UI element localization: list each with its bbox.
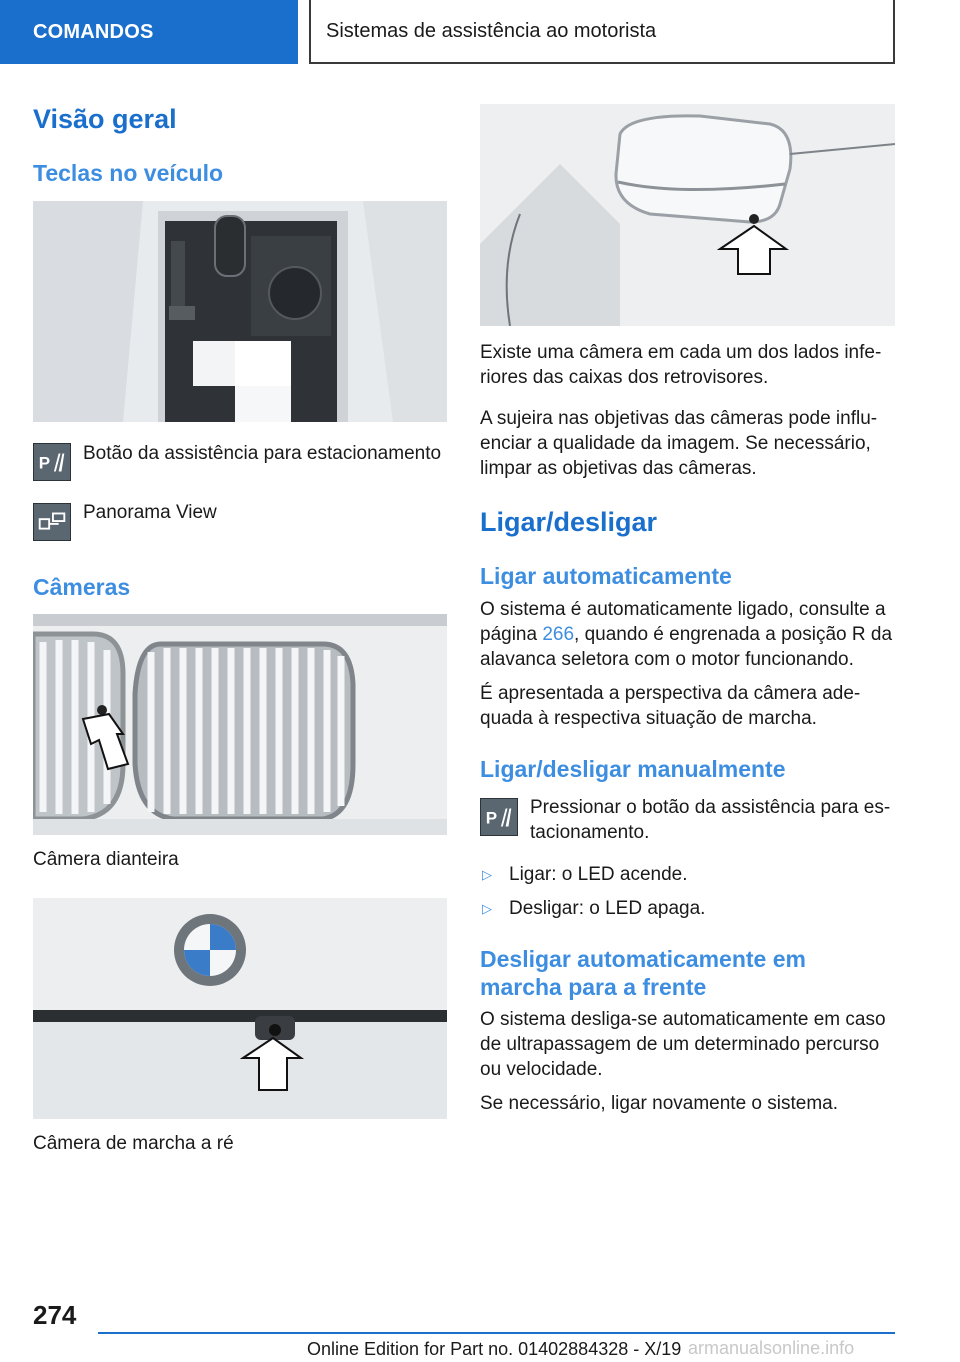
auto-on-line-3: alavanca seletora com o motor funcionando. <box>480 649 854 670</box>
bullet-triangle-icon: ▷ <box>482 867 492 882</box>
reactivate-line: Se necessário, ligar novamente o sistema. <box>480 1093 839 1114</box>
page-number: 274 <box>33 1300 77 1330</box>
page-title: Visão geral <box>33 104 177 134</box>
auto-off-heading-line-1: Desligar automaticamente em <box>480 946 806 972</box>
manual-line-1: Pressionar o botão da assistência para es- <box>530 797 891 818</box>
auto-on-line-2-a: página <box>480 624 543 645</box>
dirt-text-line-3: limpar as objetivas das câmeras. <box>480 458 757 479</box>
key-label-panorama: Panorama View <box>83 502 217 523</box>
dirt-text-line-2: enciar a qualidade da imagem. Se necessário, <box>480 433 871 454</box>
auto-off-line-3: ou velocidade. <box>480 1059 603 1080</box>
section-tab: COMANDOS <box>0 0 298 64</box>
auto-off-line-1: O sistema desliga-se automaticamente em caso <box>480 1009 886 1030</box>
side-mirror-image <box>480 104 895 326</box>
perspective-line-1: É apresentada a perspectiva da câmera ade- <box>480 683 861 704</box>
rear-camera-caption: Câmera de marcha a ré <box>33 1133 234 1154</box>
mirror-text-line-1: Existe uma câmera em cada um dos lados infe- <box>480 342 882 363</box>
page-reference-link[interactable]: 266 <box>542 624 575 645</box>
manual-heading: Ligar/desligar manualmente <box>480 756 786 782</box>
front-camera-image <box>33 614 447 835</box>
center-console-image <box>33 201 447 422</box>
auto-on-line-1: O sistema é automaticamente ligado, consulte a <box>480 599 886 620</box>
auto-on-line-2 <box>480 622 892 647</box>
bullet-off: Desligar: o LED apaga. <box>509 898 706 919</box>
bullet-on: Ligar: o LED acende. <box>509 864 688 885</box>
mirror-text-line-2: riores das caixas dos retrovisores. <box>480 367 769 388</box>
manual-line-2: tacionamento. <box>530 822 650 843</box>
front-camera-caption: Câmera dianteira <box>33 849 179 870</box>
dirt-text-line-1: A sujeira nas objetivas das câmeras pode influ- <box>480 408 878 429</box>
onoff-title: Ligar/desligar <box>480 507 658 537</box>
rear-camera-image <box>33 898 447 1119</box>
edition-text: Online Edition for Part no. 01402884328 - X/19 <box>307 1339 682 1359</box>
key-label-parking-assist: Botão da assistência para estacionamento <box>83 443 442 464</box>
perspective-line-2: quada à respectiva situação de marcha. <box>480 708 817 729</box>
auto-off-heading-line-2: marcha para a frente <box>480 974 707 1000</box>
parking-assist-icon <box>33 443 71 481</box>
bullet-triangle-icon: ▷ <box>482 901 492 916</box>
auto-off-line-2: de ultrapassagem de um determinado percurso <box>480 1034 880 1055</box>
footer-rule <box>98 1332 895 1334</box>
chapter-title: Sistemas de assistência ao motorista <box>311 0 895 64</box>
parking-assist-icon <box>480 798 518 836</box>
cameras-heading: Câmeras <box>33 574 131 600</box>
auto-on-line-2-b: , quando é engrenada a posição R da <box>574 624 893 645</box>
svg-text:P: P <box>38 453 51 473</box>
watermark: armanualsonline.info <box>688 1338 855 1358</box>
svg-text:P: P <box>485 808 498 828</box>
panorama-view-icon <box>33 503 71 541</box>
keys-heading: Teclas no veículo <box>33 160 224 186</box>
auto-on-heading: Ligar automaticamente <box>480 563 732 589</box>
